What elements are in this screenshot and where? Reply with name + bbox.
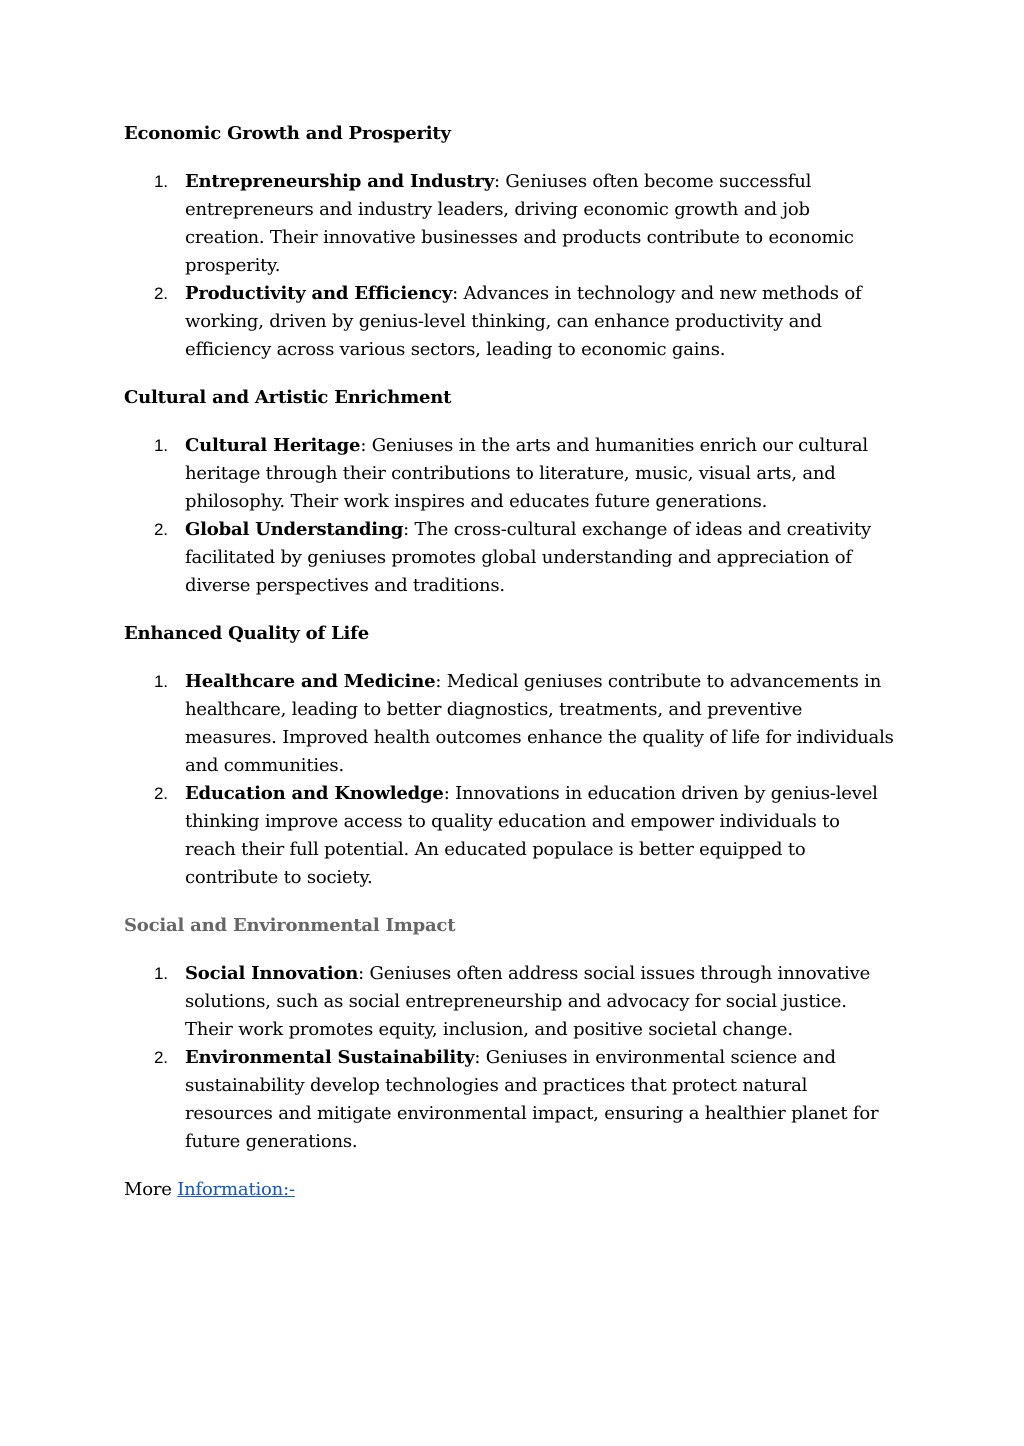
list-item-text: : The cross-cultural exchange of ideas and creativity facilitated by geniuses promotes global understanding and appreciation of diverse perspectives and traditions. bbox=[185, 519, 871, 596]
list-item bbox=[124, 280, 894, 364]
list-number: 2. bbox=[154, 520, 168, 539]
numbered-list bbox=[124, 960, 894, 1156]
list-number: 2. bbox=[154, 1048, 168, 1067]
section-heading: Enhanced Quality of Life bbox=[124, 623, 369, 644]
list-item-term: Education and Knowledge bbox=[185, 783, 444, 804]
list-item bbox=[124, 960, 894, 1044]
list-number: 1. bbox=[154, 436, 168, 455]
list-item bbox=[124, 668, 894, 780]
list-item-term: Global Understanding bbox=[185, 519, 404, 540]
list-item-text: : Geniuses in environmental science and sustainability develop technologies and practices that protect natural resources and mitigate environmental impact, ensuring a healthier planet for future generations. bbox=[185, 1047, 879, 1152]
list-number: 2. bbox=[154, 784, 168, 803]
list-item bbox=[124, 432, 894, 516]
list-item-term: Productivity and Efficiency bbox=[185, 283, 453, 304]
list-item-text: : Innovations in education driven by genius-level thinking improve access to quality education and empower individuals to reach their full potential. An educated populace is better equipped to contribute to society. bbox=[185, 783, 878, 888]
list-item-text: : Medical geniuses contribute to advancements in healthcare, leading to better diagnostics, treatments, and preventive measures. Improved health outcomes enhance the quality of life for individuals and communities. bbox=[185, 671, 894, 776]
list-number: 1. bbox=[154, 964, 168, 983]
list-item-term: Healthcare and Medicine bbox=[185, 671, 436, 692]
list-item-term: Environmental Sustainability bbox=[185, 1047, 475, 1068]
information-link[interactable]: Information:- bbox=[177, 1179, 295, 1200]
list-item bbox=[124, 168, 894, 280]
list-item-term: Entrepreneurship and Industry bbox=[185, 171, 494, 192]
list-item-text: : Geniuses in the arts and humanities enrich our cultural heritage through their contributions to literature, music, visual arts, and philosophy. Their work inspires and educates future generations. bbox=[185, 435, 868, 512]
list-item-text: : Geniuses often become successful entrepreneurs and industry leaders, driving economic growth and job creation. Their innovative businesses and products contribute to economic prosperity. bbox=[185, 171, 854, 276]
document-page bbox=[124, 120, 894, 1204]
more-information-line bbox=[124, 1176, 894, 1204]
list-number: 2. bbox=[154, 284, 168, 303]
list-item bbox=[124, 1044, 894, 1156]
section-heading: Economic Growth and Prosperity bbox=[124, 123, 451, 144]
numbered-list bbox=[124, 168, 894, 364]
list-item bbox=[124, 516, 894, 600]
numbered-list bbox=[124, 668, 894, 892]
list-item-term: Cultural Heritage bbox=[185, 435, 361, 456]
more-prefix: More bbox=[124, 1179, 178, 1200]
numbered-list bbox=[124, 432, 894, 600]
section-heading: Social and Environmental Impact bbox=[124, 915, 456, 936]
list-item bbox=[124, 780, 894, 892]
list-number: 1. bbox=[154, 172, 168, 191]
list-number: 1. bbox=[154, 672, 168, 691]
list-item-text: : Advances in technology and new methods of working, driven by genius-level thinking, can enhance productivity and efficiency across various sectors, leading to economic gains. bbox=[185, 283, 862, 360]
section-heading: Cultural and Artistic Enrichment bbox=[124, 387, 452, 408]
list-item-term: Social Innovation bbox=[185, 963, 359, 984]
list-item-text: : Geniuses often address social issues through innovative solutions, such as social entrepreneurship and advocacy for social justice. Their work promotes equity, inclusion, and positive societal change. bbox=[185, 963, 871, 1040]
